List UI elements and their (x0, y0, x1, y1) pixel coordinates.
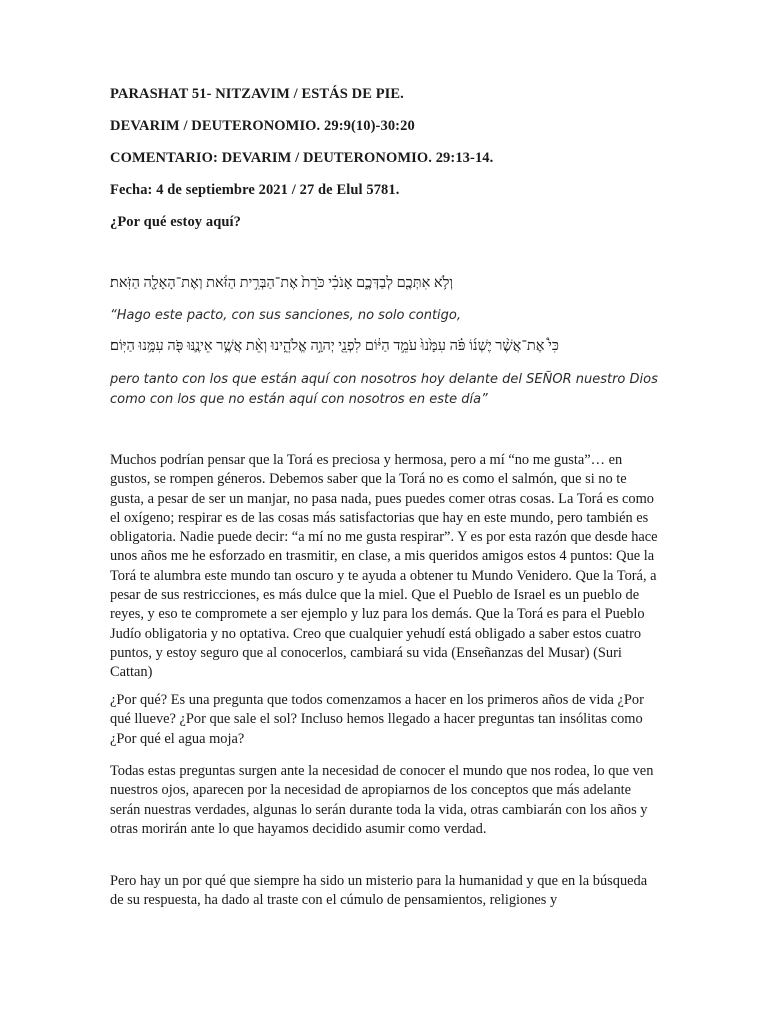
hebrew-verse-2: כִּי֩ אֶת־אֲשֶׁ֨ר יֶשְׁנ֜וֹ פֹּ֗ה עִמָּ֙נוּ֙ עֹמֵ֣ד הַיּ֔וֹם לִפְנֵ֖י יְהוָ֣ה אֱלֹהֵ֑ינוּ וְאֵ֨ת אֲשֶׁ֥ר אֵינֶ֛נּוּ פֹּ֖ה עִמָּ֥נוּ הַיּֽוֹם׃ (110, 338, 559, 354)
comentario-heading: COMENTARIO: DEVARIM / DEUTERONOMIO. 29:13-14. (110, 150, 494, 166)
parashat-heading: PARASHAT 51- NITZAVIM / ESTÁS DE PIE. (110, 86, 404, 102)
spanish-verse-2-line-2: como con los que no están aquí con nosotros en este día” (110, 392, 488, 407)
document-page (110, 0, 658, 1024)
question-heading: ¿Por qué estoy aquí? (110, 214, 242, 230)
fecha-heading: Fecha: 4 de septiembre 2021 / 27 de Elul 5781. (110, 182, 400, 198)
paragraph-2: ¿Por qué? Es una pregunta que todos comenzamos a hacer en los primeros años de vida ¿Por qué llueve? ¿Por que sale el sol? Incluso hemos llegado a hacer preguntas tan insólitas como ¿Por qué el agua moja? (110, 692, 644, 747)
spanish-verse-2-line-1: pero tanto con los que están aquí con nosotros hoy delante del SEÑOR nuestro Dios (110, 372, 658, 387)
paragraph-3: Todas estas preguntas surgen ante la necesidad de conocer el mundo que nos rodea, lo que ven nuestros ojos, aparecen por la necesidad de apropiarnos de los conceptos que más adelante serán nuestras verdades, algunas lo serán durante toda la vida, otras cambiarán con los años y otras morirán ante lo que hayamos decidido asumir como verdad. (110, 763, 654, 837)
hebrew-verse-1: וְלֹ֥א אִתְּכֶ֖ם לְבַדְּכֶ֑ם אָנֹכִ֗י כֹּרֵת֙ אֶת־הַבְּרִ֣ית הַזֹּ֔את וְאֶת־הָאָלָ֖ה הַזֹּֽאת׃ (110, 275, 454, 291)
paragraph-4: Pero hay un por qué que siempre ha sido un misterio para la humanidad y que en la búsqueda de su respuesta, ha dado al traste con el cúmulo de pensamientos, religiones y (110, 873, 648, 909)
devarim-heading: DEVARIM / DEUTERONOMIO. 29:9(10)-30:20 (110, 118, 415, 134)
paragraph-1: Muchos podrían pensar que la Torá es preciosa y hermosa, pero a mí “no me gusta”… en gustos, se rompen géneros. Debemos saber que la Torá no es como el salmón, que si no te gusta, a pesar de ser un manjar, no pasa nada, pues puedes comer otras cosas. La Torá es como el oxígeno; respirar es de las cosas más satisfactorias que hay en este mundo, pero también es obligatoria. Nadie puede decir: “a mí no me gusta respirar”. Y es por esta razón que desde hace unos años me he esforzado en trasmitir, en clase, a mis queridos amigos estos 4 puntos: Que la Torá te alumbra este mundo tan oscuro y te ayuda a obtener tu Mundo Venidero. Que la Torá, a pesar de sus restricciones, es más dulce que la miel. Que el Pueblo de Israel es un pueblo de reyes, y eso te compromete a ser ejemplo y luz para los demás. Que la Torá es para el Pueblo Judío obligatoria y no optativa. Creo que cualquier yehudí está obligado a saber estos cuatro puntos, y estoy seguro que al conocerlos, cambiará su vida (Enseñanzas del Musar) (Suri Cattan) (110, 452, 658, 681)
spanish-verse-1: “Hago este pacto, con sus sanciones, no solo contigo, (110, 308, 461, 323)
